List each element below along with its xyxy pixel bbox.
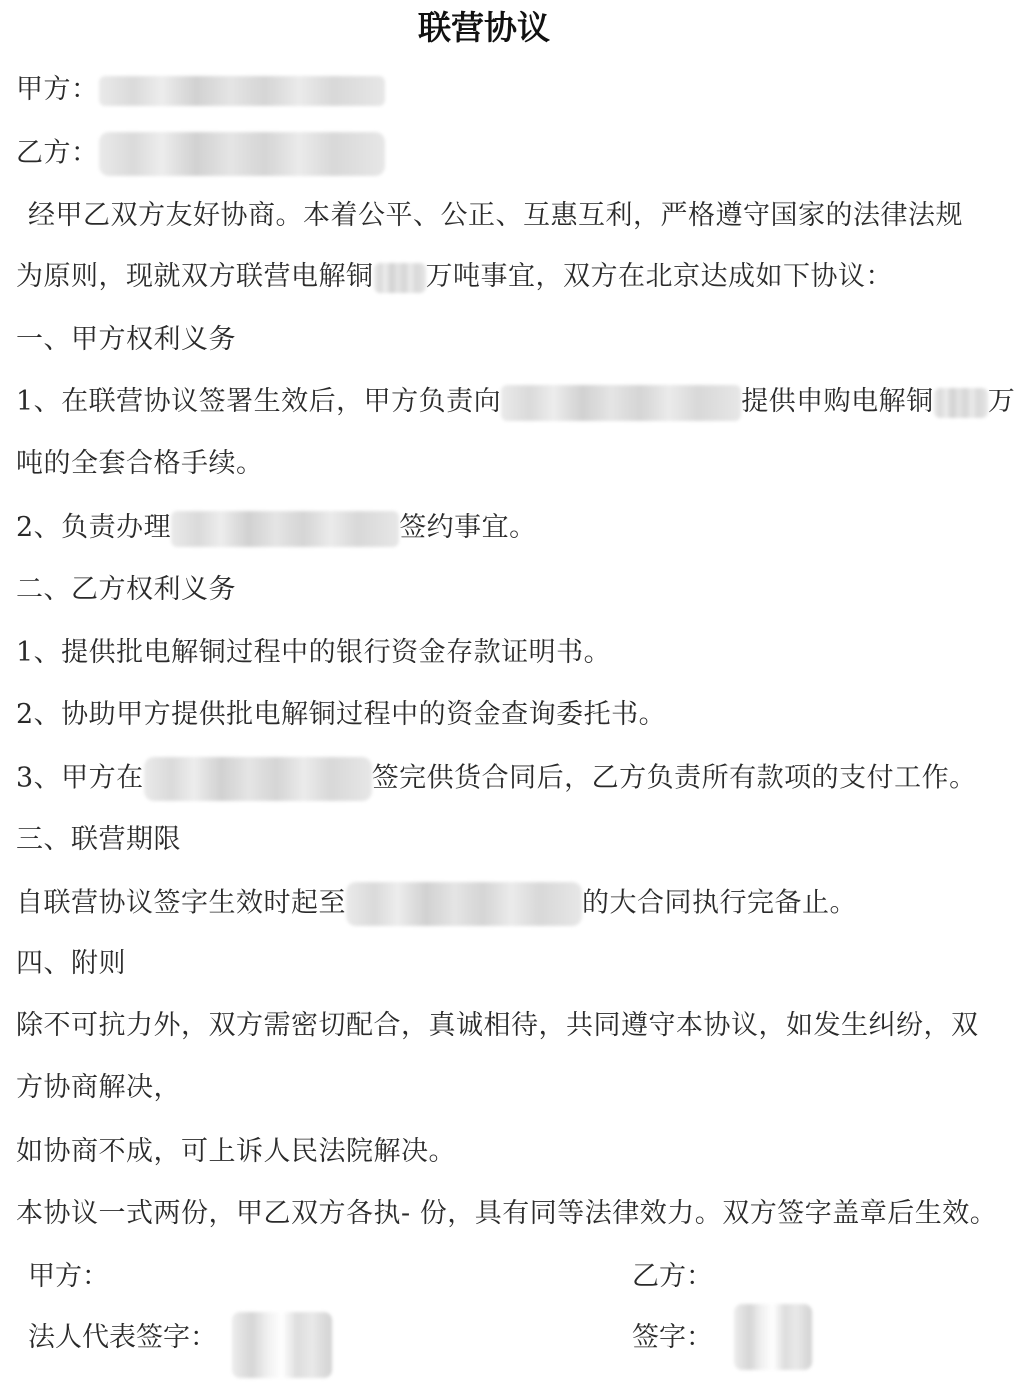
section-3-heading: 三、联营期限 bbox=[16, 824, 181, 855]
section-1-item-2 bbox=[16, 508, 537, 548]
section-3-text bbox=[16, 882, 857, 926]
redacted-quantity-2 bbox=[934, 388, 988, 418]
section-1-item-1-cont: 吨的全套合格手续。 bbox=[16, 448, 264, 479]
redacted-rep-signature bbox=[232, 1312, 332, 1378]
intro-line-1: 经甲乙双方友好协商。本着公平、公正、互惠互利，严格遵守国家的法律法规 bbox=[28, 200, 963, 231]
party-a-label: 甲方： bbox=[16, 74, 99, 105]
redacted-party-a-name bbox=[99, 76, 385, 106]
party-b-line bbox=[16, 132, 385, 176]
sec1-item1-text-a: 1、在联营协议签署生效后，甲方负责向 bbox=[16, 386, 502, 417]
section-1-heading: 一、甲方权利义务 bbox=[16, 324, 236, 355]
sec3-text-b: 的大合同执行完备止。 bbox=[582, 887, 857, 919]
intro-text-b: 万吨事宜，双方在北京达成如下协议： bbox=[425, 261, 893, 292]
section-2-item-1: 1、提供批电解铜过程中的银行资金存款证明书。 bbox=[16, 637, 612, 668]
sec3-text-a: 自联营协议签字生效时起至 bbox=[16, 887, 346, 919]
signature-party-b-sign bbox=[632, 1318, 713, 1358]
section-4-text-1: 除不可抗力外，双方需密切配合，真诚相待，共同遵守本协议，如发生纠纷，双 bbox=[16, 1010, 979, 1041]
signature-party-a-label: 甲方： bbox=[28, 1261, 109, 1292]
section-2-item-3 bbox=[16, 757, 977, 801]
sec1-item1-text-b: 提供申购电解铜 bbox=[741, 386, 934, 417]
section-1-item-1 bbox=[16, 382, 1015, 422]
party-b-signature-label: 签字： bbox=[632, 1322, 713, 1353]
intro-line-2 bbox=[16, 257, 893, 297]
sec2-item3-text-a: 3、甲方在 bbox=[16, 762, 144, 794]
redacted-party-b-name bbox=[99, 132, 385, 176]
section-4-text-3: 如协商不成，可上诉人民法院解决。 bbox=[16, 1136, 456, 1167]
sec1-item2-text-a: 2、负责办理 bbox=[16, 512, 172, 543]
section-4-heading: 四、附则 bbox=[16, 948, 126, 979]
section-4-text-2: 方协商解决， bbox=[16, 1072, 181, 1103]
sec1-item1-text-c: 万 bbox=[987, 386, 1016, 417]
section-2-heading: 二、乙方权利义务 bbox=[16, 574, 236, 605]
rep-signature-label: 法人代表签字： bbox=[28, 1322, 217, 1353]
redacted-recipient bbox=[501, 385, 741, 421]
section-2-item-2: 2、协助甲方提供批电解铜过程中的资金查询委托书。 bbox=[16, 699, 667, 730]
intro-text-a: 为原则，现就双方联营电解铜 bbox=[16, 261, 374, 292]
party-a-line bbox=[16, 70, 385, 110]
redacted-party bbox=[144, 757, 372, 801]
closing-statement: 本协议一式两份，甲乙双方各执- 份，具有同等法律效力。双方签字盖章后生效。 bbox=[16, 1198, 998, 1229]
signature-party-b-label: 乙方： bbox=[632, 1261, 713, 1292]
document-title: 联营协议 bbox=[418, 8, 550, 47]
party-b-label: 乙方： bbox=[16, 137, 99, 169]
sec2-item3-text-b: 签完供货合同后，乙方负责所有款项的支付工作。 bbox=[371, 762, 977, 794]
signature-party-a-rep bbox=[28, 1318, 217, 1358]
redacted-party-b-signature bbox=[734, 1304, 812, 1370]
redacted-quantity bbox=[374, 263, 426, 293]
redacted-matter bbox=[171, 511, 399, 547]
redacted-contract bbox=[346, 882, 582, 926]
sec1-item2-text-b: 签约事宜。 bbox=[399, 512, 537, 543]
